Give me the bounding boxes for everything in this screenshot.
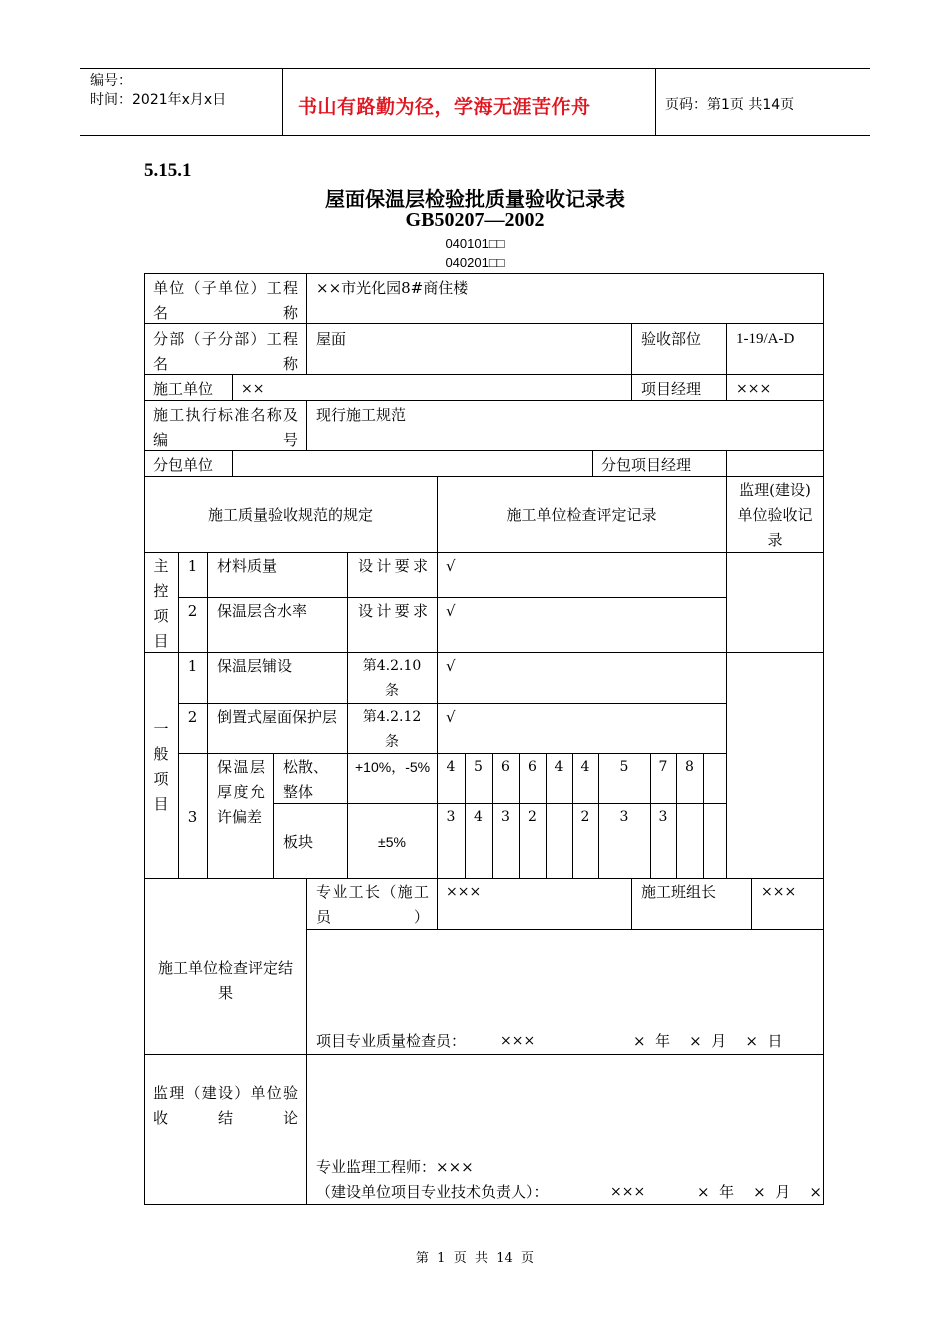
rule: [306, 273, 307, 374]
rule: [207, 552, 208, 878]
col-record-header: 施工单位检查评定记录: [506, 506, 657, 524]
rule: [726, 323, 727, 400]
sub-project-value: 屋面: [316, 330, 347, 348]
general-item-check: √: [446, 657, 456, 675]
inspector-label: 项目专业质量检查员：: [316, 1032, 467, 1050]
main-item-name: 材料质量: [217, 557, 278, 575]
rule: [631, 323, 632, 400]
foreman-label: 专业工长（施工员）: [316, 883, 429, 926]
general-item-req: 第4.2.10条: [362, 658, 422, 699]
tolerance-type-2: 板块: [283, 833, 314, 851]
measure-value: 4: [446, 759, 456, 775]
main-item-no: 1: [187, 557, 198, 575]
inspector-value: ×××: [500, 1033, 536, 1049]
measure-value: 4: [554, 759, 564, 775]
rule: [144, 878, 824, 879]
rule: [726, 450, 727, 476]
rule: [144, 1054, 824, 1055]
sub-pm-label: 分包项目经理: [601, 456, 692, 474]
rule: [306, 878, 307, 1205]
contractor-value: ××: [241, 381, 265, 397]
motto: 书山有路勤为径，学海无涯苦作舟: [298, 96, 591, 118]
tolerance-limit-1: +10%，-5%: [355, 759, 431, 775]
rule: [232, 374, 233, 400]
result-label: 施工单位检查评定结果: [157, 959, 293, 1002]
section-number: 5.15.1: [144, 160, 192, 181]
time-label: 时间：2021年x月x日: [90, 92, 227, 108]
subcontractor-label: 分包单位: [153, 456, 214, 474]
tolerance-type-1: 松散、整体: [283, 758, 329, 801]
rule: [178, 597, 726, 598]
measure-value: 3: [658, 809, 668, 825]
page-indicator: 页码：第1页 共14页: [665, 97, 795, 113]
team-leader-value: ×××: [761, 884, 797, 900]
tolerance-item-no: 3: [187, 808, 198, 826]
accept-part-value: 1-19/A-D: [736, 331, 795, 347]
rule: [144, 476, 824, 477]
measure-value: 6: [528, 759, 537, 775]
measure-value: 3: [501, 809, 510, 825]
header-bottom-rule: [80, 135, 870, 136]
measure-value: 8: [685, 759, 694, 775]
measure-value: 3: [619, 809, 629, 825]
rule: [144, 552, 824, 553]
contractor-label: 施工单位: [153, 380, 214, 398]
rule: [631, 878, 632, 929]
code-label: 编号：: [90, 73, 132, 89]
header-top-rule: [80, 68, 870, 69]
general-item-no: 2: [187, 708, 198, 726]
measure-value: 5: [619, 759, 629, 775]
measure-value: 2: [528, 809, 537, 825]
general-item-name: 保温层铺设: [217, 657, 293, 675]
form-code-2: 040201□□: [445, 255, 505, 270]
rule: [232, 450, 233, 476]
standard-code: GB50207—2002: [405, 209, 545, 231]
pm-label: 项目经理: [641, 380, 702, 398]
header-divider: [655, 69, 656, 136]
main-item-check: √: [446, 557, 456, 575]
general-item-check: √: [446, 708, 456, 726]
main-item-req: 设计要求: [358, 602, 428, 620]
page-title: 屋面保温层检验批质量验收记录表: [325, 187, 625, 211]
rule: [592, 450, 593, 476]
supervisor-label: 监理（建设）单位验收结论: [153, 1084, 298, 1127]
sub-project-label: 分部（子分部）工程名称: [153, 330, 298, 373]
main-item-check: √: [446, 602, 456, 620]
rule: [178, 703, 726, 704]
pm-value: ×××: [736, 381, 772, 397]
rule: [178, 753, 726, 754]
rule: [144, 652, 824, 653]
page-footer: 第 1 页 共 14 页: [415, 1251, 535, 1266]
foreman-value: ×××: [446, 884, 482, 900]
inspector-date: × 年 × 月 × 日: [633, 1032, 783, 1050]
general-item-no: 1: [187, 657, 198, 675]
main-item-req: 设计要求: [358, 557, 428, 575]
unit-project-label: 单位（子单位）工程名称: [153, 279, 298, 322]
supervisor-engineer: 专业监理工程师：×××: [316, 1158, 474, 1176]
col-supervisor-header: 监理(建设)单位验收记录: [737, 481, 813, 549]
rule: [273, 753, 274, 878]
owner-date: × 年 × 月 ×: [697, 1183, 822, 1201]
tolerance-item-name: 保温层厚度允许偏差: [217, 758, 265, 826]
rule: [306, 400, 307, 450]
accept-part-label: 验收部位: [641, 330, 702, 348]
rule: [347, 552, 348, 753]
rule: [751, 878, 752, 929]
main-group-label: 主控项目: [153, 557, 169, 650]
form-code-1: 040101□□: [445, 236, 505, 251]
owner-value: ×××: [610, 1184, 646, 1200]
measure-value: 4: [474, 809, 483, 825]
general-item-name: 倒置式屋面保护层: [217, 708, 338, 726]
measure-value: 6: [501, 759, 510, 775]
header-divider: [282, 69, 283, 136]
main-item-no: 2: [187, 602, 198, 620]
unit-project-value: ××市光化园8#商住楼: [316, 279, 469, 297]
measure-value: 5: [474, 759, 483, 775]
measure-value: 4: [580, 759, 590, 775]
rule: [726, 476, 727, 878]
measure-value: 7: [658, 759, 668, 775]
measure-value: 3: [446, 809, 456, 825]
standard-value: 现行施工规范: [316, 406, 407, 424]
main-item-name: 保温层含水率: [217, 602, 308, 620]
owner-label: （建设单位项目专业技术负责人）：: [316, 1183, 549, 1201]
tolerance-limit-2: ±5%: [378, 834, 406, 850]
measure-value: 2: [580, 809, 590, 825]
rule: [703, 753, 704, 878]
team-leader-label: 施工班组长: [641, 883, 717, 901]
standard-label: 施工执行标准名称及编号: [153, 406, 298, 449]
col-spec-header: 施工质量验收规范的规定: [207, 506, 373, 524]
rule: [347, 753, 348, 878]
general-item-req: 第4.2.12条: [362, 709, 422, 750]
general-group-label: 一般项目: [153, 720, 169, 813]
rule: [437, 878, 438, 929]
